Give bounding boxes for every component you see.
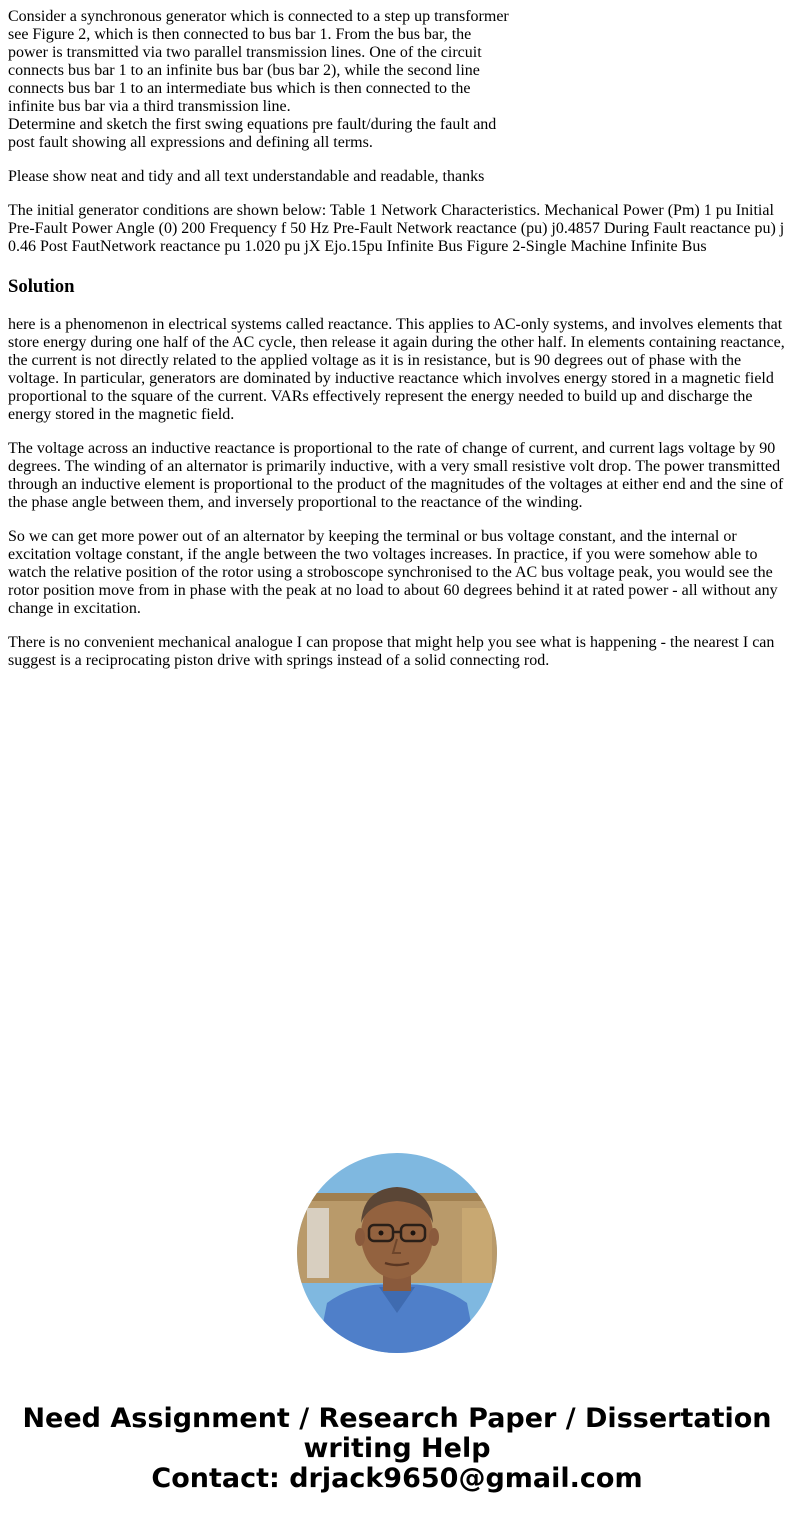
question-line: Determine and sketch the first swing equations pre fault/during the fault and	[8, 116, 497, 133]
author-avatar	[297, 1153, 497, 1353]
conditions-paragraph: The initial generator conditions are shown below: Table 1 Network Characteristics. Mechanical Power (Pm) 1 pu Initial Pre-Fault Power Angle (0) 200 Frequency f 50 Hz Pre-Fault Network reactance (pu) j0.4857 During Fault reactance pu) j 0.46 Post FautNetwork reactance pu 1.020 pu jX Ejo.15pu Infinite Bus Figure 2-Single Machine Infinite Bus	[8, 202, 785, 255]
solution-paragraph: So we can get more power out of an alternator by keeping the terminal or bus voltage constant, and the internal or excitation voltage constant, if the angle between the two voltages increases. In practice, if you were somehow able to watch the relative position of the rotor using a stroboscope synchronised to the AC bus voltage peak, you would see the rotor position move from in phase with the peak at no load to about 60 degrees behind it at rated power - all without any change in excitation.	[8, 528, 778, 617]
solution-heading: Solution	[8, 276, 75, 297]
author-portrait-image	[297, 1153, 497, 1353]
help-contact-banner	[0, 1404, 794, 1494]
document-content	[8, 8, 786, 686]
contact-email: Contact: drjack9650@gmail.com	[151, 1463, 643, 1494]
question-line: Consider a synchronous generator which is connected to a step up transformer	[8, 8, 509, 25]
question-line: connects bus bar 1 to an infinite bus bar (bus bar 2), while the second line	[8, 62, 480, 79]
solution-paragraph: The voltage across an inductive reactance is proportional to the rate of change of current, and current lags voltage by 90 degrees. The winding of an alternator is primarily inductive, with a very small resistive volt drop. The power transmitted through an inductive element is proportional to the product of the magnitudes of the voltages at either end and the sine of the phase angle between them, and inversely proportional to the reactance of the winding.	[8, 440, 784, 511]
question-line: infinite bus bar via a third transmission line.	[8, 98, 291, 115]
question-line: connects bus bar 1 to an intermediate bus which is then connected to the	[8, 80, 471, 97]
question-text	[8, 8, 518, 152]
question-line: see Figure 2, which is then connected to bus bar 1. From the bus bar, the	[8, 26, 472, 43]
solution-paragraph: here is a phenomenon in electrical systems called reactance. This applies to AC-only systems, and involves elements that store energy during one half of the AC cycle, then release it again during the other half. In elements containing reactance, the current is not directly related to the applied voltage as it is in resistance, but is 90 degrees out of phase with the voltage. In particular, generators are dominated by inductive reactance which involves energy stored in a magnetic field proportional to the square of the current. VARs effectively represent the energy needed to build up and discharge the energy stored in the magnetic field.	[8, 316, 785, 423]
request-paragraph: Please show neat and tidy and all text understandable and readable, thanks	[8, 168, 485, 185]
solution-paragraph: There is no convenient mechanical analogue I can propose that might help you see what is happening - the nearest I can suggest is a reciprocating piston drive with springs instead of a solid connecting rod.	[8, 634, 775, 669]
question-line: post fault showing all expressions and defining all terms.	[8, 134, 373, 151]
cta-line: writing Help	[303, 1433, 491, 1464]
question-line: power is transmitted via two parallel transmission lines. One of the circuit	[8, 44, 482, 61]
cta-line: Need Assignment / Research Paper / Dissertation	[22, 1403, 772, 1434]
